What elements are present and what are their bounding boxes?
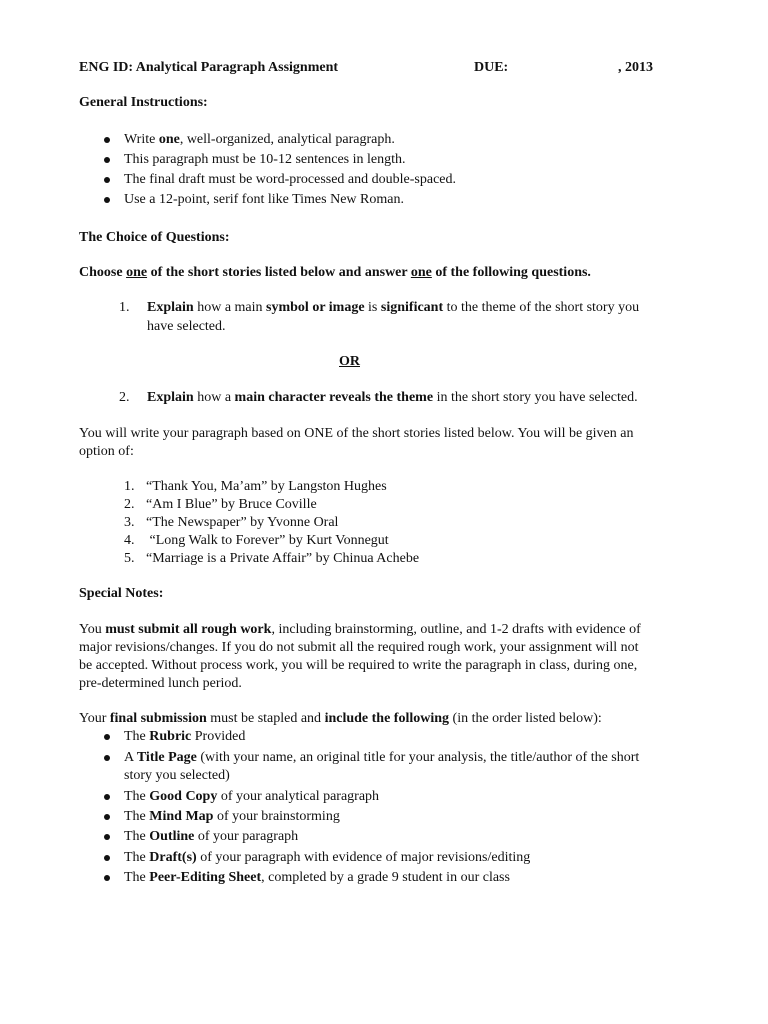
submission-item: The Rubric Provided [124, 729, 246, 744]
instruction-item: Write one, well-organized, analytical paragraph. [124, 132, 395, 147]
final-submission-intro: Your final submission must be stapled and include the following (in the order listed below): [79, 711, 602, 726]
bullet-icon [104, 855, 110, 861]
story-number: 1. [124, 479, 135, 494]
question-number: 2. [119, 390, 130, 405]
notes-paragraph-line: major revisions/changes. If you do not submit all the required rough work, your assignment will not [79, 640, 639, 655]
submission-item: The Good Copy of your analytical paragraph [124, 789, 380, 804]
question-number: 1. [119, 300, 130, 315]
due-label: DUE: [474, 60, 509, 75]
submission-item-continued: story you selected) [124, 768, 230, 783]
special-notes-heading: Special Notes: [79, 586, 164, 601]
story-number: 4. [124, 533, 135, 548]
story-number: 2. [124, 497, 135, 512]
bullet-icon [104, 734, 110, 740]
submission-item: The Outline of your paragraph [124, 829, 299, 844]
instruction-item: The final draft must be word-processed and double-spaced. [124, 172, 456, 187]
story-item: “The Newspaper” by Yvonne Oral [146, 515, 339, 530]
bullet-icon [104, 794, 110, 800]
story-item: “Long Walk to Forever” by Kurt Vonnegut [146, 533, 389, 548]
choice-instruction: Choose one of the short stories listed below and answer one of the following questions. [79, 265, 591, 280]
stories-intro-continued: option of: [79, 444, 134, 459]
story-number: 5. [124, 551, 135, 566]
bullet-icon [104, 875, 110, 881]
notes-paragraph-line: You must submit all rough work, including brainstorming, outline, and 1-2 drafts with evidence of [79, 622, 641, 637]
instruction-item: Use a 12-point, serif font like Times New Roman. [124, 192, 404, 207]
question-2: Explain how a main character reveals the theme in the short story you have selected. [147, 390, 638, 405]
bullet-icon [104, 755, 110, 761]
story-item: “Marriage is a Private Affair” by Chinua Achebe [146, 551, 420, 566]
submission-item: The Mind Map of your brainstorming [124, 809, 340, 824]
story-item: “Am I Blue” by Bruce Coville [146, 497, 317, 512]
bullet-icon [104, 814, 110, 820]
bullet-icon [104, 157, 110, 163]
question-1: Explain how a main symbol or image is significant to the theme of the short story you [147, 300, 640, 315]
bullet-icon [104, 197, 110, 203]
notes-paragraph-line: pre-determined lunch period. [79, 676, 242, 691]
general-instructions-heading: General Instructions: [79, 95, 208, 110]
story-item: “Thank You, Ma’am” by Langston Hughes [146, 479, 387, 494]
question-1-continued: have selected. [147, 319, 226, 334]
story-number: 3. [124, 515, 135, 530]
choice-heading: The Choice of Questions: [79, 230, 230, 245]
or-separator: OR [339, 354, 360, 369]
submission-item: The Peer-Editing Sheet, completed by a grade 9 student in our class [124, 870, 510, 885]
stories-intro: You will write your paragraph based on ONE of the short stories listed below. You will be given an [79, 426, 634, 441]
bullet-icon [104, 834, 110, 840]
submission-item: The Draft(s) of your paragraph with evidence of major revisions/editing [124, 850, 531, 865]
bullet-icon [104, 137, 110, 143]
assignment-title: ENG ID: Analytical Paragraph Assignment [79, 60, 339, 75]
submission-item: A Title Page (with your name, an original title for your analysis, the title/author of the short [124, 750, 640, 765]
bullet-icon [104, 177, 110, 183]
due-year: , 2013 [618, 60, 653, 75]
instruction-item: This paragraph must be 10-12 sentences in length. [124, 152, 406, 167]
notes-paragraph-line: be accepted. Without process work, you will be required to write the paragraph in class, during one, [79, 658, 638, 673]
